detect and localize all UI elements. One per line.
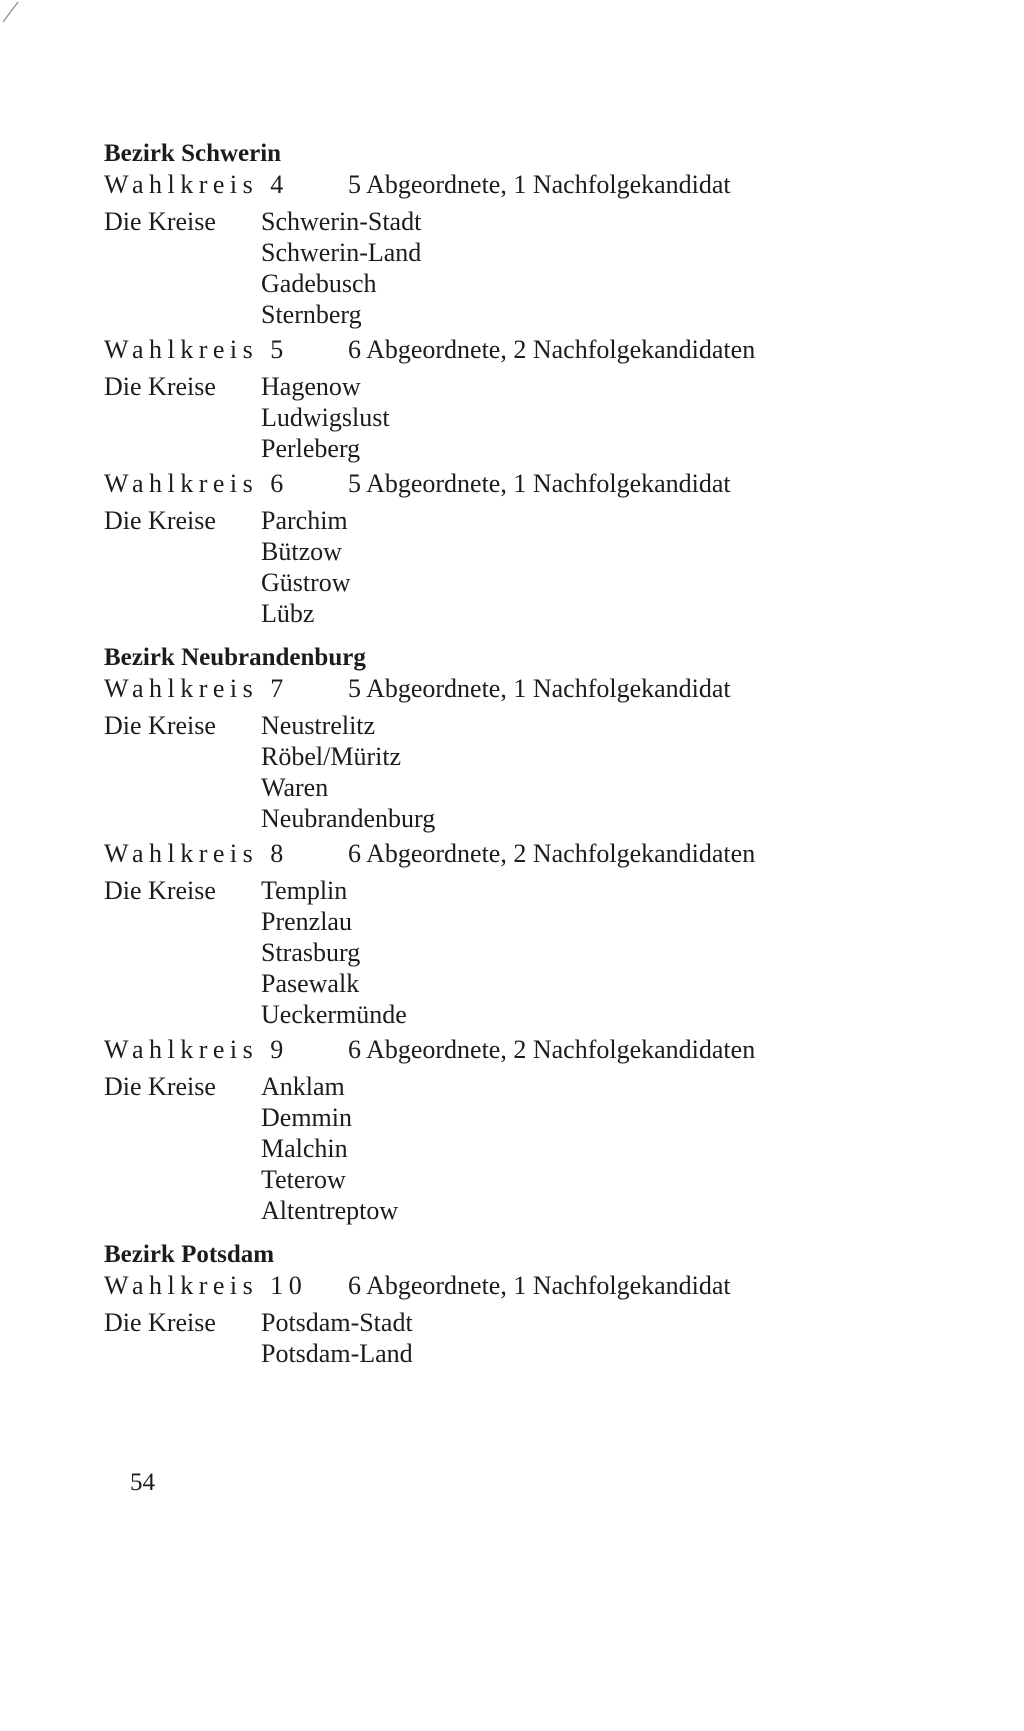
kreise-label: Die Kreise xyxy=(104,1308,216,1337)
kreise-block xyxy=(104,710,964,834)
kreis-item: Lübz xyxy=(261,599,315,628)
kreis-item: Güstrow xyxy=(261,568,351,597)
wahlkreis-mandate: 6 Abgeordnete, 2 Nachfolgekandidaten xyxy=(348,839,756,868)
kreise-list xyxy=(261,206,421,330)
wahlkreis-label: Wahlkreis 5 xyxy=(104,335,289,364)
wahlkreis-label: Wahlkreis 9 xyxy=(104,1035,289,1064)
kreise-label: Die Kreise xyxy=(104,876,216,905)
main-content xyxy=(104,138,964,1369)
kreis-item: Potsdam-Land xyxy=(261,1339,413,1368)
kreis-item: Anklam xyxy=(261,1072,345,1101)
kreise-label: Die Kreise xyxy=(104,207,216,236)
kreis-item: Demmin xyxy=(261,1103,352,1132)
kreis-item: Neubrandenburg xyxy=(261,804,436,833)
wahlkreis-row xyxy=(104,468,964,499)
kreise-block xyxy=(104,1071,964,1226)
kreis-item: Waren xyxy=(261,773,329,802)
wahlkreis-mandate: 6 Abgeordnete, 2 Nachfolgekandidaten xyxy=(348,1035,756,1064)
bezirk-heading: Bezirk Potsdam xyxy=(104,1241,275,1268)
wahlkreis-row xyxy=(104,838,964,869)
kreis-item: Schwerin-Stadt xyxy=(261,207,422,236)
wahlkreis-label: Wahlkreis 7 xyxy=(104,674,289,703)
kreise-list xyxy=(261,875,407,1030)
kreis-item: Schwerin-Land xyxy=(261,238,422,267)
wahlkreis-row xyxy=(104,673,964,704)
kreis-item: Potsdam-Stadt xyxy=(261,1308,413,1337)
wahlkreis-label: Wahlkreis 6 xyxy=(104,469,289,498)
wahlkreis-label: Wahlkreis 10 xyxy=(104,1271,308,1300)
wahlkreis-mandate: 5 Abgeordnete, 1 Nachfolgekandidat xyxy=(348,469,731,498)
kreise-label: Die Kreise xyxy=(104,1072,216,1101)
kreis-item: Bützow xyxy=(261,537,342,566)
wahlkreis-row xyxy=(104,169,964,200)
kreise-block xyxy=(104,206,964,330)
wahlkreis-mandate: 6 Abgeordnete, 2 Nachfolgekandidaten xyxy=(348,335,756,364)
bezirk-section-potsdam xyxy=(104,1239,964,1369)
wahlkreis-row xyxy=(104,1034,964,1065)
wahlkreis-mandate: 5 Abgeordnete, 1 Nachfolgekandidat xyxy=(348,170,731,199)
kreis-item: Teterow xyxy=(261,1165,346,1194)
kreis-item: Parchim xyxy=(261,506,348,535)
wahlkreis-row xyxy=(104,334,964,365)
kreis-item: Ueckermünde xyxy=(261,1000,407,1029)
kreise-label: Die Kreise xyxy=(104,506,216,535)
bezirk-heading: Bezirk Neubrandenburg xyxy=(104,644,366,671)
kreise-list xyxy=(261,1071,398,1226)
wahlkreis-label: Wahlkreis 8 xyxy=(104,839,289,868)
kreise-block xyxy=(104,875,964,1030)
pencil-mark-icon xyxy=(0,0,30,24)
page-number: 54 xyxy=(130,1469,155,1496)
kreis-item: Ludwigslust xyxy=(261,403,390,432)
kreise-label: Die Kreise xyxy=(104,711,216,740)
wahlkreis-row xyxy=(104,1270,964,1301)
kreis-item: Pasewalk xyxy=(261,969,360,998)
kreise-list xyxy=(261,1307,413,1369)
wahlkreis-label: Wahlkreis 4 xyxy=(104,170,289,199)
kreis-item: Perleberg xyxy=(261,434,361,463)
kreise-label: Die Kreise xyxy=(104,372,216,401)
kreise-block xyxy=(104,505,964,629)
kreise-list xyxy=(261,371,390,464)
kreis-item: Prenzlau xyxy=(261,907,352,936)
bezirk-section-neubrandenburg xyxy=(104,642,964,1226)
kreis-item: Hagenow xyxy=(261,372,361,401)
kreis-item: Malchin xyxy=(261,1134,348,1163)
bezirk-section-schwerin xyxy=(104,138,964,629)
wahlkreis-mandate: 6 Abgeordnete, 1 Nachfolgekandidat xyxy=(348,1271,731,1300)
kreis-item: Neustrelitz xyxy=(261,711,376,740)
kreise-list xyxy=(261,505,351,629)
wahlkreis-mandate: 5 Abgeordnete, 1 Nachfolgekandidat xyxy=(348,674,731,703)
kreis-item: Gadebusch xyxy=(261,269,377,298)
kreis-item: Templin xyxy=(261,876,348,905)
kreise-block xyxy=(104,1307,964,1369)
kreis-item: Röbel/Müritz xyxy=(261,742,402,771)
kreis-item: Sternberg xyxy=(261,300,362,329)
kreise-list xyxy=(261,710,435,834)
bezirk-heading: Bezirk Schwerin xyxy=(104,140,282,167)
kreis-item: Altentreptow xyxy=(261,1196,399,1225)
kreis-item: Strasburg xyxy=(261,938,361,967)
kreise-block xyxy=(104,371,964,464)
